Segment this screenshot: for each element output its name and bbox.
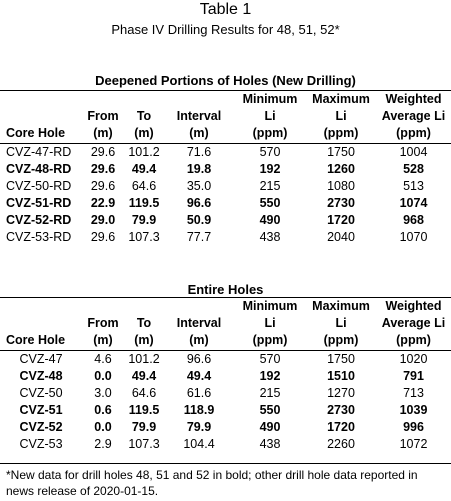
table-cell: 1510 — [327, 369, 355, 383]
table-row — [0, 195, 451, 212]
table-cell: 490 — [259, 420, 281, 434]
col-header-maximum-li: Maximum Li (ppm) — [306, 91, 376, 144]
table-cell: 1039 — [399, 403, 428, 417]
table-cell: 1070 — [399, 230, 428, 244]
cell-core-hole: CVZ-50 — [19, 386, 63, 400]
table-cell: 22.9 — [90, 196, 116, 210]
table-cell: 1004 — [399, 145, 428, 159]
col-header-interval: Interval (m) — [164, 298, 234, 351]
table-cell: 713 — [403, 386, 424, 400]
table-cell: 29.6 — [90, 230, 116, 244]
table-cell: 1750 — [327, 145, 355, 159]
table-cell: 2730 — [327, 403, 355, 417]
table-cell: 192 — [259, 369, 281, 383]
cell-core-hole: CVZ-53 — [19, 437, 63, 451]
table-cell: 1020 — [399, 352, 428, 366]
table-cell: 107.3 — [128, 230, 160, 244]
cell-core-hole: CVZ-51-RD — [6, 196, 72, 210]
cell-core-hole: CVZ-50-RD — [6, 179, 72, 193]
table-cell: 101.2 — [128, 352, 160, 366]
table-cell: 0.0 — [94, 369, 112, 383]
table-row — [0, 144, 451, 162]
table-cell: 79.9 — [131, 420, 157, 434]
col-header-weighted-avg: Weighted Average Li (ppm) — [376, 91, 451, 144]
table-cell: 1260 — [327, 162, 355, 176]
table-cell: 50.9 — [186, 213, 212, 227]
table-cell: 513 — [403, 179, 424, 193]
table-cell: 96.6 — [186, 352, 212, 366]
table-row — [0, 351, 451, 369]
table-cell: 438 — [259, 230, 281, 244]
table-cell: 2260 — [327, 437, 355, 451]
table-cell: 968 — [403, 213, 424, 227]
table-cell: 79.9 — [131, 213, 157, 227]
table-cell: 192 — [259, 162, 281, 176]
col-header-interval: Interval (m) — [164, 91, 234, 144]
col-header-to: To (m) — [124, 91, 164, 144]
table-cell: 64.6 — [131, 179, 157, 193]
table-cell: 71.6 — [186, 145, 212, 159]
table-cell: 29.6 — [90, 145, 116, 159]
col-header-from: From (m) — [82, 91, 124, 144]
table-row — [0, 436, 451, 453]
deepened-holes-table — [0, 90, 451, 246]
cell-core-hole: CVZ-52 — [19, 420, 63, 434]
table-cell: 1720 — [327, 213, 355, 227]
table-cell: 2.9 — [94, 437, 112, 451]
table-cell: 107.3 — [128, 437, 160, 451]
col-header-weighted-avg: Weighted Average Li (ppm) — [376, 298, 451, 351]
table-row — [0, 161, 451, 178]
table-cell: 1074 — [399, 196, 428, 210]
table-cell: 96.6 — [186, 196, 212, 210]
cell-core-hole: CVZ-51 — [19, 403, 63, 417]
col-header-core-hole: Core Hole — [0, 91, 82, 144]
table-cell: 119.5 — [128, 403, 160, 417]
table-cell: 61.6 — [186, 386, 212, 400]
table-row — [0, 229, 451, 246]
table-cell: 4.6 — [94, 352, 112, 366]
table-cell: 49.4 — [131, 369, 157, 383]
table-row — [0, 212, 451, 229]
col-header-minimum-li: Minimum Li (ppm) — [234, 91, 306, 144]
cell-core-hole: CVZ-48-RD — [6, 162, 72, 176]
table-row — [0, 368, 451, 385]
section-heading-entire: Entire Holes — [187, 282, 264, 297]
table-cell: 0.0 — [94, 420, 112, 434]
table-cell: 791 — [403, 369, 424, 383]
col-header-from: From (m) — [82, 298, 124, 351]
table-row — [0, 402, 451, 419]
table-cell: 79.9 — [186, 420, 212, 434]
table-cell: 570 — [259, 352, 281, 366]
table-cell: 550 — [259, 196, 281, 210]
table-cell: 49.4 — [186, 369, 212, 383]
table-cell: 1720 — [327, 420, 355, 434]
cell-core-hole: CVZ-48 — [19, 369, 63, 383]
table-cell: 570 — [259, 145, 281, 159]
col-header-maximum-li: Maximum Li (ppm) — [306, 298, 376, 351]
table-cell: 29.0 — [90, 213, 116, 227]
cell-core-hole: CVZ-53-RD — [6, 230, 72, 244]
table-cell: 29.6 — [90, 162, 116, 176]
table-cell: 490 — [259, 213, 281, 227]
table-cell: 550 — [259, 403, 281, 417]
table-cell: 528 — [403, 162, 424, 176]
table-cell: 0.6 — [94, 403, 112, 417]
table-cell: 119.5 — [128, 196, 160, 210]
table-cell: 1072 — [399, 437, 428, 451]
table-cell: 1080 — [327, 179, 355, 193]
entire-holes-table — [0, 297, 451, 453]
section-heading-deepened: Deepened Portions of Holes (New Drilling) — [95, 73, 356, 88]
table-cell: 101.2 — [128, 145, 160, 159]
table-cell: 438 — [259, 437, 281, 451]
table-row — [0, 385, 451, 402]
cell-core-hole: CVZ-47-RD — [6, 145, 72, 159]
table-cell: 64.6 — [131, 386, 157, 400]
table-row — [0, 178, 451, 195]
table-title: Table 1 — [199, 1, 252, 18]
table-cell: 3.0 — [94, 386, 112, 400]
table-cell: 104.4 — [183, 437, 215, 451]
table-cell: 215 — [259, 179, 281, 193]
table-cell: 35.0 — [186, 179, 212, 193]
cell-core-hole: CVZ-52-RD — [6, 213, 72, 227]
table-cell: 49.4 — [131, 162, 157, 176]
footnote-divider — [0, 463, 451, 464]
footnote: *New data for drill holes 48, 51 and 52 in bold; other drill hole data reported in news release of 2020-01-15. — [6, 468, 418, 498]
table-cell: 2040 — [327, 230, 355, 244]
col-header-core-hole: Core Hole — [0, 298, 82, 351]
table-cell: 19.8 — [186, 162, 212, 176]
table-cell: 215 — [259, 386, 281, 400]
cell-core-hole: CVZ-47 — [19, 352, 63, 366]
table-cell: 77.7 — [186, 230, 212, 244]
table-cell: 1270 — [327, 386, 355, 400]
table-row — [0, 419, 451, 436]
table-cell: 2730 — [327, 196, 355, 210]
table-cell: 1750 — [327, 352, 355, 366]
col-header-to: To (m) — [124, 298, 164, 351]
col-header-minimum-li: Minimum Li (ppm) — [234, 298, 306, 351]
table-cell: 29.6 — [90, 179, 116, 193]
table-subtitle: Phase IV Drilling Results for 48, 51, 52* — [111, 22, 340, 37]
table-cell: 996 — [403, 420, 424, 434]
table-cell: 118.9 — [183, 403, 215, 417]
